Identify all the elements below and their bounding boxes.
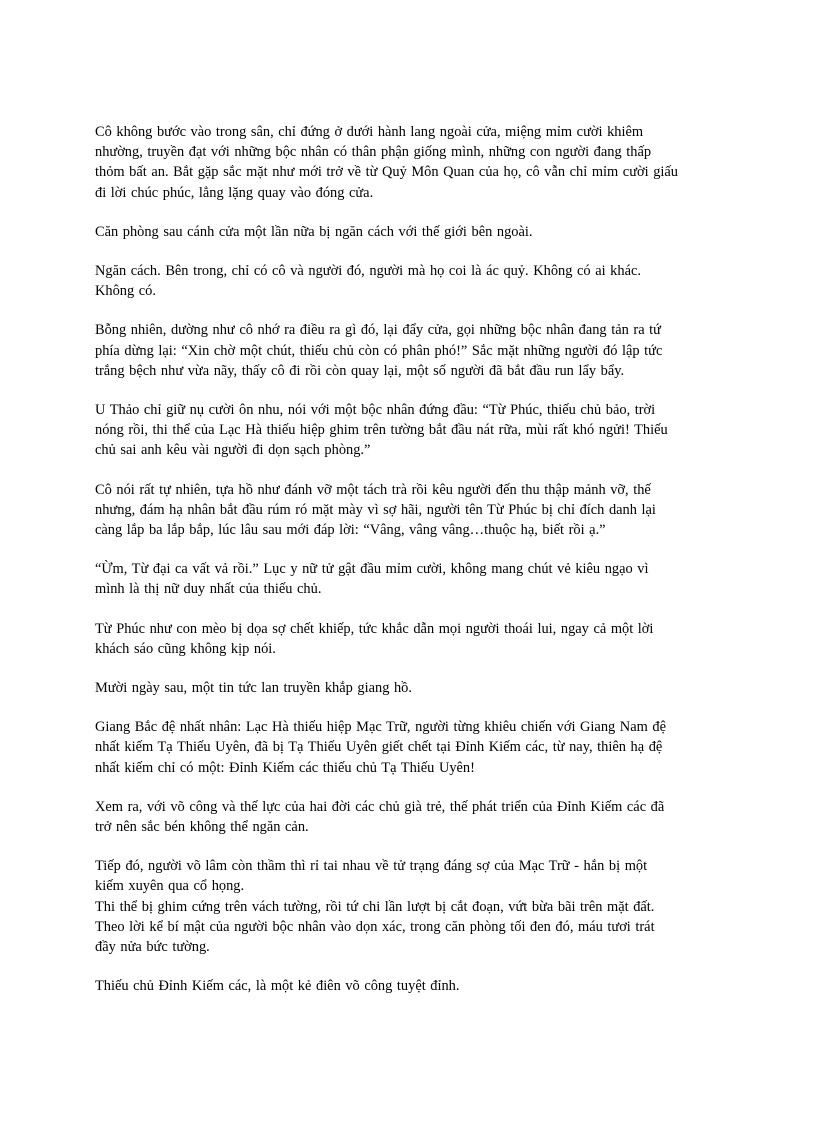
text-line: nhất kiếm Tạ Thiếu Uyên, đã bị Tạ Thiếu Uyên giết chết tại Đỉnh Kiếm các, từ nay, thiên hạ đệ (95, 739, 663, 756)
text-line: Cô không bước vào trong sân, chỉ đứng ở dưới hành lang ngoài cửa, miệng mỉm cười khiêm (95, 124, 644, 140)
paragraph-6 (95, 480, 720, 541)
paragraph-13 (95, 976, 720, 996)
text-line: nhưng, đám hạ nhân bắt đầu rúm ró mặt mày vì sợ hãi, người tên Từ Phúc bị chỉ đích danh lại (95, 501, 656, 518)
paragraph-10 (95, 717, 720, 778)
text-line: thỏm bất an. Bắt gặp sắc mặt như mới trở về từ Quỷ Môn Quan của họ, cô vẫn chỉ mỉm cười giấu (95, 164, 678, 181)
text-line: nhường, truyền đạt với những bộc nhân có thân phận giống mình, những con người đang thấp (95, 144, 652, 161)
text-line: Theo lời kể bí mật của người bộc nhân vào dọn xác, trong căn phòng tối đen đó, máu tươi trát (95, 918, 655, 935)
paragraph-4 (95, 320, 720, 381)
text-line: “Ừm, Từ đại ca vất vả rồi.” Lục y nữ tử gật đầu mỉm cười, không mang chút vẻ kiêu ngạo vì (95, 561, 649, 578)
text-line: đầy nửa bức tường. (95, 939, 210, 956)
paragraph-7 (95, 559, 720, 599)
text-line: đi lời chúc phúc, lẳng lặng quay vào đóng cửa. (95, 184, 374, 201)
paragraph-11 (95, 797, 720, 837)
text-line: Từ Phúc như con mèo bị dọa sợ chết khiếp, tức khắc dẫn mọi người thoái lui, ngay cả một lời (95, 620, 654, 637)
text-line: nóng rồi, thi thể của Lạc Hà thiếu hiệp ghim trên tường bắt đầu nát rữa, mùi rất khó ngửi! Thiếu (95, 422, 668, 439)
paragraph-8 (95, 619, 720, 659)
text-line: Mười ngày sau, một tin tức lan truyền khắp giang hồ. (95, 680, 412, 697)
text-line: Căn phòng sau cánh cửa một lần nữa bị ngăn cách với thế giới bên ngoài. (95, 223, 533, 240)
text-line: Bỗng nhiên, dường như cô nhớ ra điều ra gì đó, lại đẩy cửa, gọi những bộc nhân đang tản ra tứ (95, 322, 661, 339)
document-body (95, 122, 720, 1016)
text-line: Cô nói rất tự nhiên, tựa hồ như đánh vỡ một tách trà rồi kêu người đến thu thập mảnh vỡ, thế (95, 481, 651, 498)
text-line: chủ sai anh kêu vài người đi dọn sạch phòng.” (95, 442, 371, 459)
text-line: mình là thị nữ duy nhất của thiếu chủ. (95, 581, 322, 598)
paragraph-9 (95, 678, 720, 698)
text-line: U Thảo chỉ giữ nụ cười ôn nhu, nói với một bộc nhân đứng đầu: “Từ Phúc, thiếu chủ bảo, trời (95, 402, 656, 419)
text-line: Xem ra, với võ công và thế lực của hai đời các chủ già trẻ, thế phát triển của Đỉnh Kiếm các đã (95, 798, 665, 815)
text-line: càng lắp ba lắp bắp, lúc lâu sau mới đáp lời: “Vâng, vâng vâng…thuộc hạ, biết rồi ạ.” (95, 522, 606, 539)
text-line: khách sáo cũng không kịp nói. (95, 640, 276, 657)
text-line: trắng bệch như vừa nãy, thấy cô đi rồi còn quay lại, một số người đã bắt đầu run lẩy bẩy. (95, 362, 625, 379)
text-line: Giang Bắc đệ nhất nhân: Lạc Hà thiếu hiệp Mạc Trữ, người từng khiêu chiến với Giang Nam đệ (95, 719, 666, 736)
text-line: Thi thể bị ghim cứng trên vách tường, rồi tứ chi lần lượt bị cắt đoạn, vứt bừa bãi trên mặt đất. (95, 898, 655, 915)
paragraph-2 (95, 222, 720, 242)
text-line: nhất kiếm chỉ có một: Đỉnh Kiếm các thiếu chủ Tạ Thiếu Uyên! (95, 759, 475, 776)
paragraph-1 (95, 122, 720, 203)
text-line: Không có. (95, 283, 156, 300)
text-line: kiếm xuyên qua cổ họng. (95, 878, 245, 895)
paragraph-3 (95, 261, 720, 301)
paragraph-12 (95, 856, 720, 957)
text-line: Ngăn cách. Bên trong, chỉ có cô và người đó, người mà họ coi là ác quỷ. Không có ai khác. (95, 263, 641, 280)
paragraph-5 (95, 400, 720, 461)
text-line: trở nên sắc bén không thể ngăn cản. (95, 819, 309, 836)
text-line: phía dừng lại: “Xin chờ một chút, thiếu chủ còn có phân phó!” Sắc mặt những người đó lập tức (95, 342, 663, 359)
text-line: Thiếu chủ Đỉnh Kiếm các, là một kẻ điên võ công tuyệt đỉnh. (95, 978, 460, 995)
text-line: Tiếp đó, người võ lâm còn thầm thì rỉ tai nhau về tử trạng đáng sợ của Mạc Trữ - hắn bị một (95, 858, 648, 875)
